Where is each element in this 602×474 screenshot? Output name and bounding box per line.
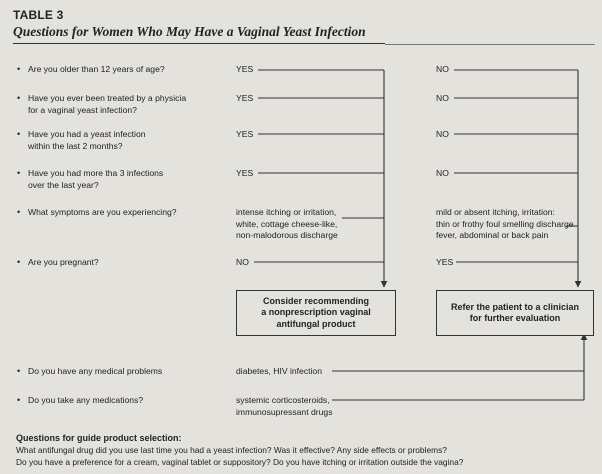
question-pregnant: Are you pregnant? bbox=[28, 257, 99, 267]
answer-physician-no: NO bbox=[436, 93, 449, 103]
question-symptoms: What symptoms are you experiencing? bbox=[28, 207, 177, 217]
bullet: • bbox=[17, 129, 21, 139]
table-label: TABLE 3 bbox=[13, 8, 64, 22]
bullet: • bbox=[17, 395, 21, 405]
table-title: Questions for Women Who May Have a Vaginal Yeast Infection bbox=[13, 24, 366, 39]
answer-symptoms-typical: intense itching or irritation, white, cottage cheese-like, non-malodorous discharge bbox=[236, 207, 338, 240]
outcome-box-otc: Consider recommending a nonprescription vaginal antifungal product bbox=[236, 290, 396, 336]
question-recent: Have you had a yeast infection within the last 2 months? bbox=[28, 129, 146, 151]
answer-symptoms-atypical: mild or absent itching, irritation: thin or frothy foul smelling discharge fever, abdominal or back pain bbox=[436, 207, 574, 240]
question-frequency: Have you had more tha 3 infections over the last year? bbox=[28, 168, 164, 190]
answer-frequency-no: NO bbox=[436, 168, 449, 178]
bullet: • bbox=[17, 207, 21, 217]
footer-line: Do you have a preference for a cream, vaginal tablet or suppository? Do you have itching or irritation outside the vagina? bbox=[16, 457, 464, 467]
question-medications: Do you take any medications? bbox=[28, 395, 144, 405]
answer-pregnant-no: NO bbox=[236, 257, 249, 267]
answer-frequency-yes: YES bbox=[236, 168, 254, 178]
bullet: • bbox=[17, 366, 21, 376]
question-medical-problems: Do you have any medical problems bbox=[28, 366, 163, 376]
answer-physician-yes: YES bbox=[236, 93, 254, 103]
footer-line: What antifungal drug did you use last time you had a yeast infection? Was it effective? Any side effects or problems? bbox=[16, 445, 447, 455]
answer-age-yes: YES bbox=[236, 64, 254, 74]
outcome-box-refer: Refer the patient to a clinician for further evaluation bbox=[436, 290, 594, 336]
answer-age-no: NO bbox=[436, 64, 449, 74]
bullet: • bbox=[17, 168, 21, 178]
answer-recent-no: NO bbox=[436, 129, 449, 139]
bullet: • bbox=[17, 257, 21, 267]
answer-pregnant-yes: YES bbox=[436, 257, 454, 267]
bullet: • bbox=[17, 93, 21, 103]
answer-medical-problems: diabetes, HIV infection bbox=[236, 366, 322, 376]
question-physician: Have you ever been treated by a physicia for a vaginal yeast infection? bbox=[28, 93, 187, 115]
bullet: • bbox=[17, 64, 21, 74]
question-age: Are you older than 12 years of age? bbox=[28, 64, 165, 74]
answer-recent-yes: YES bbox=[236, 129, 254, 139]
answer-medications: systemic corticosteroids, immunosupressant drugs bbox=[236, 395, 333, 417]
footer-title: Questions for guide product selection: bbox=[16, 433, 182, 443]
